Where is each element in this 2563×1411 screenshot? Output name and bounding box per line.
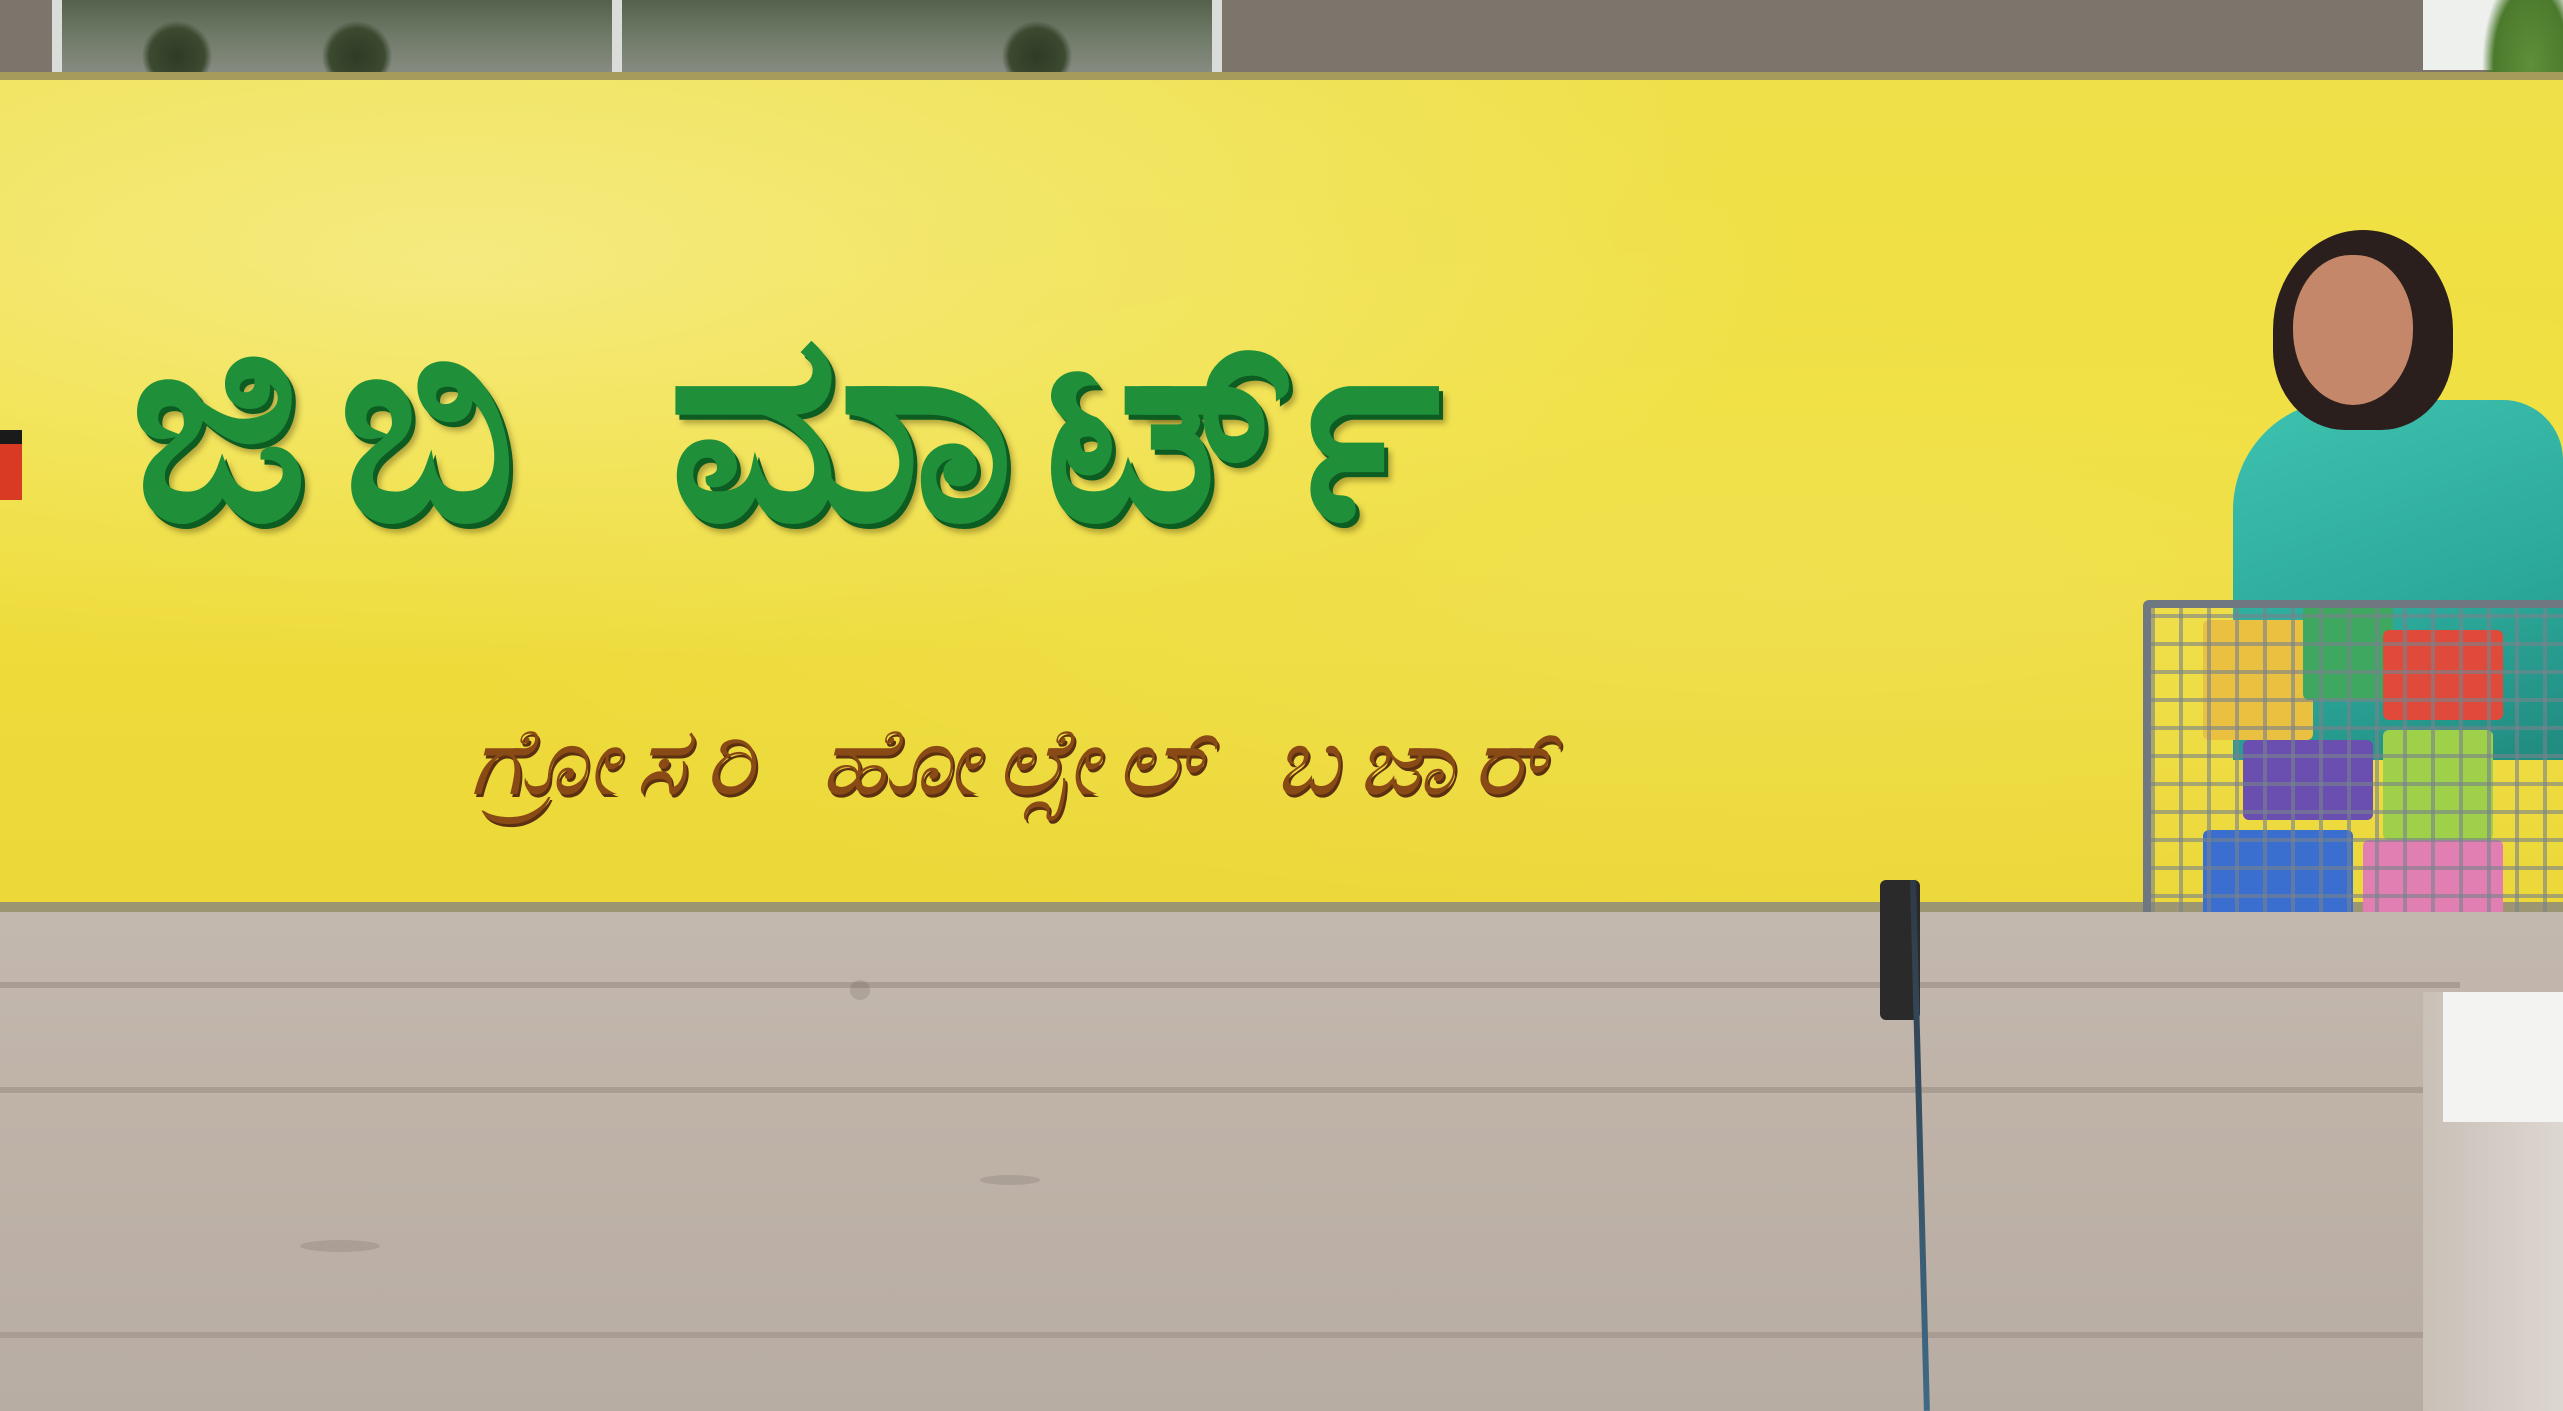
shop-signboard [0, 72, 2563, 912]
facade-ledge [0, 1087, 2460, 1093]
model-face [2293, 255, 2413, 405]
wall-stain [980, 1175, 1040, 1185]
tree-reflection [322, 20, 392, 80]
wall-stain [850, 980, 870, 1000]
shop-tagline: ಗ್ರೋಸರಿ ಹೋಲ್ಸೇಲ್ ಬಜಾರ್ [470, 707, 1571, 817]
bright-opening [2443, 992, 2563, 1122]
tree-reflection [142, 20, 212, 80]
wall-stain [300, 1240, 380, 1252]
tree-reflection [1002, 20, 1072, 80]
model-with-trolley [2143, 220, 2563, 1010]
facade-ledge [0, 1332, 2460, 1338]
red-logo-fragment [0, 430, 22, 500]
facade-ledge [0, 982, 2460, 988]
storefront-facade [0, 912, 2563, 1411]
shop-name: ಜಿಬಿ ಮಾರ್ಟ್ [130, 273, 1471, 581]
